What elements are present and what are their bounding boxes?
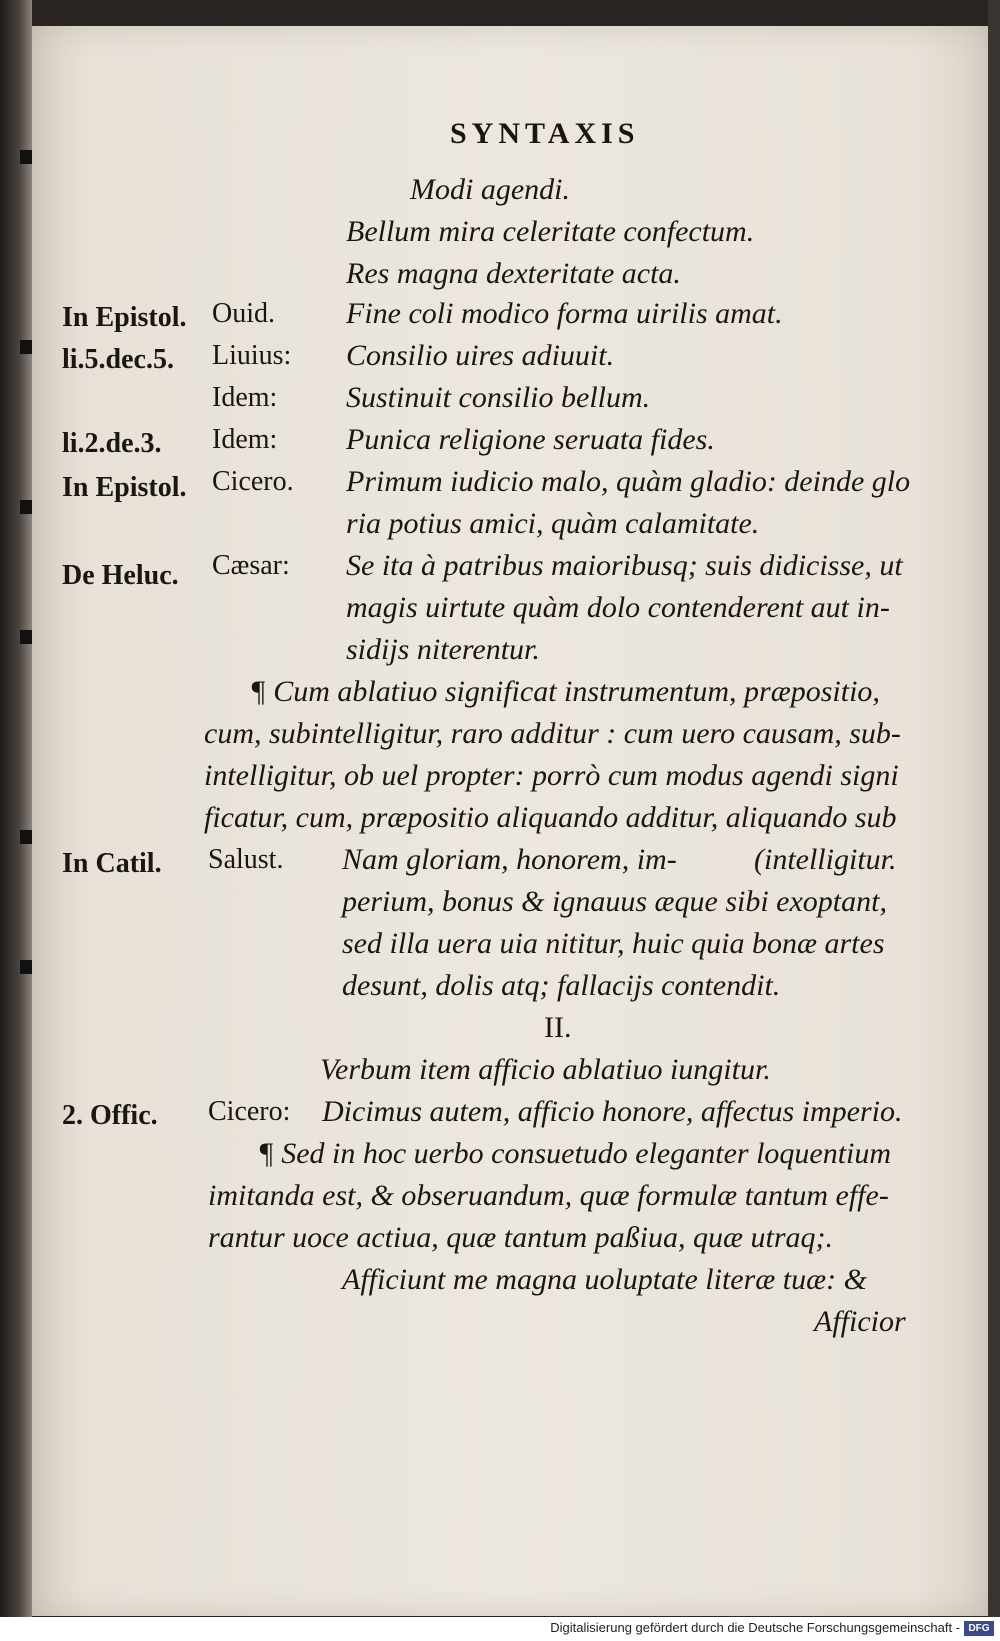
book-spine: [0, 0, 32, 1641]
text-line: Afficiunt me magna uoluptate literæ tuæ: &: [342, 1263, 867, 1296]
spine-mark: [20, 500, 32, 514]
text-line: ¶ Sed in hoc uerbo consuetudo eleganter loquentium: [258, 1137, 892, 1170]
text-line: Res magna dexteritate acta.: [346, 257, 681, 290]
author-name: Cicero:: [208, 1096, 291, 1127]
book-page: [32, 26, 990, 1616]
text-line: desunt, dolis atq; fallacijs contendit.: [342, 969, 781, 1002]
author-name: Cæsar:: [212, 550, 290, 581]
text-line: Se ita à patribus maioribusq; suis didicisse, ut: [346, 549, 903, 582]
text-line: Consilio uires adiuuit.: [346, 339, 615, 372]
author-name: Cicero.: [212, 466, 294, 497]
section-number: II.: [544, 1011, 572, 1044]
footer-credit: Digitalisierung gefördert durch die Deutsche Forschungsgemeinschaft -: [550, 1620, 960, 1635]
margin-note: In Catil.: [62, 848, 162, 879]
spine-mark: [20, 150, 32, 164]
text-line: Nam gloriam, honorem, im-: [342, 843, 677, 876]
text-line: ria potius amici, quàm calamitate.: [346, 507, 760, 540]
text-line: intelligitur, ob uel propter: porrò cum modus agendi signi: [204, 759, 899, 792]
text-line: Sustinuit consilio bellum.: [346, 381, 651, 414]
author-name: Idem:: [212, 424, 278, 455]
author-name: Salust.: [208, 844, 284, 875]
text-line: Bellum mira celeritate confectum.: [346, 215, 755, 248]
text-line: Dicimus autem, afficio honore, affectus imperio.: [322, 1095, 903, 1128]
spine-mark: [20, 340, 32, 354]
text-line: magis uirtute quàm dolo contenderent aut in-: [346, 591, 890, 624]
margin-note: li.2.de.3.: [62, 428, 162, 459]
text-line: sed illa uera uia nititur, huic quia bonæ artes: [342, 927, 885, 960]
margin-note: 2. Offic.: [62, 1100, 158, 1131]
margin-note: In Epistol.: [62, 472, 187, 503]
author-name: Liuius:: [212, 340, 292, 371]
text-line: perium, bonus & ignauus æque sibi exoptant,: [342, 885, 887, 918]
text-line: sidijs niterentur.: [346, 633, 540, 666]
text-line: cum, subintelligitur, raro additur : cum uero causam, sub-: [204, 717, 901, 750]
running-head: SYNTAXIS: [450, 117, 640, 150]
margin-note: li.5.dec.5.: [62, 344, 174, 375]
text-line: (intelligitur.: [754, 843, 897, 876]
text-line: Fine coli modico forma uirilis amat.: [346, 297, 783, 330]
spine-mark: [20, 830, 32, 844]
digitization-footer: [0, 1617, 1000, 1641]
text-line: Primum iudicio malo, quàm gladio: deinde glo: [346, 465, 911, 498]
text-line: rantur uoce actiua, quæ tantum paßiua, quæ utraq;.: [208, 1221, 833, 1254]
text-line: ¶ Cum ablatiuo significat instrumentum, præpositio,: [250, 675, 880, 708]
section-heading: Modi agendi.: [410, 173, 570, 206]
spine-mark: [20, 960, 32, 974]
catchword: Afficior: [814, 1305, 906, 1338]
margin-note: In Epistol.: [62, 302, 187, 333]
author-name: Ouid.: [212, 298, 275, 329]
dfg-logo[interactable]: DFG: [964, 1621, 994, 1636]
margin-note: De Heluc.: [62, 560, 179, 591]
text-line: Punica religione seruata fides.: [346, 423, 715, 456]
text-line: imitanda est, & obseruandum, quæ formulæ tantum effe-: [208, 1179, 889, 1212]
text-line: Verbum item afficio ablatiuo iungitur.: [320, 1053, 771, 1086]
spine-mark: [20, 630, 32, 644]
text-line: ficatur, cum, præpositio aliquando additur, aliquando sub: [204, 801, 897, 834]
author-name: Idem:: [212, 382, 278, 413]
page-edge: [988, 0, 1000, 1641]
